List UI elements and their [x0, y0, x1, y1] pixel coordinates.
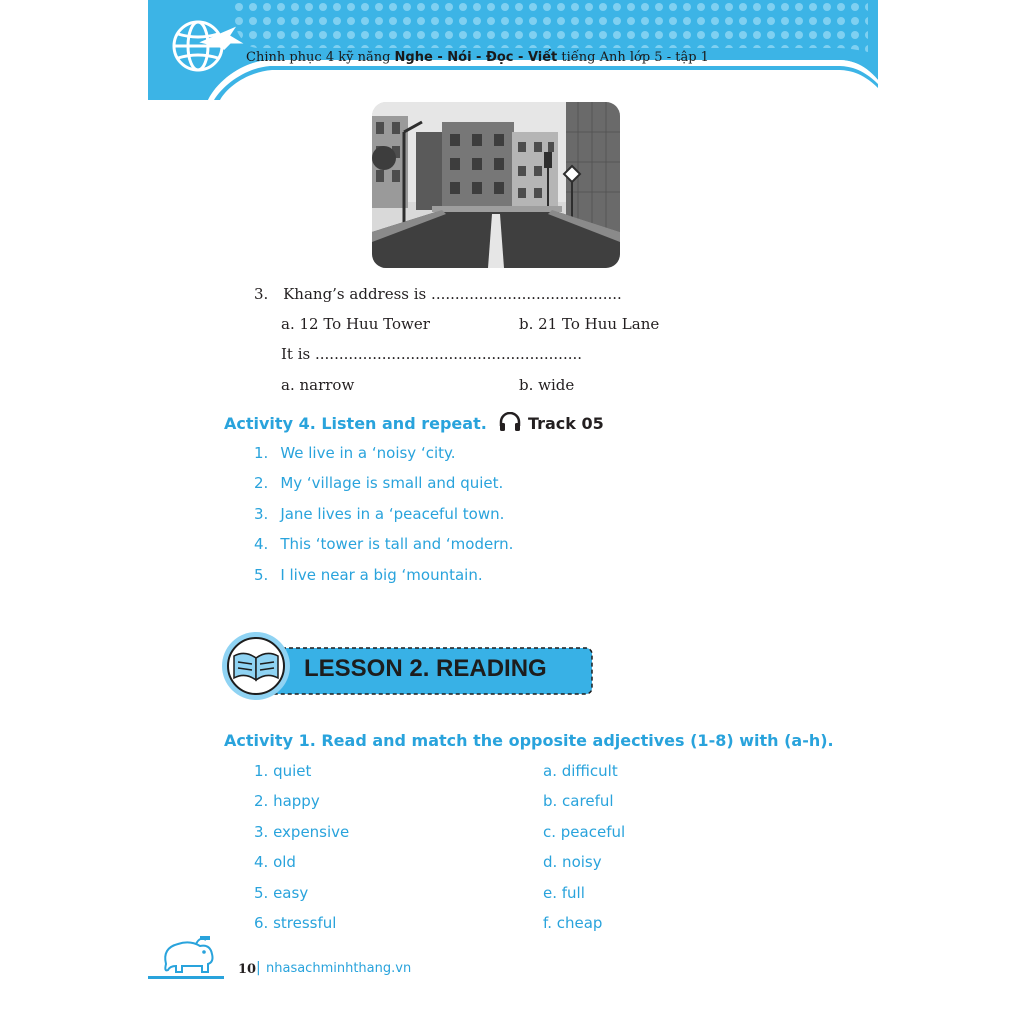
- item-text: We live in a ‘noisy ‘city.: [280, 444, 456, 462]
- match-right-item[interactable]: d. noisy: [543, 853, 602, 871]
- activity-4-title: Activity 4. Listen and repeat.: [224, 414, 487, 433]
- item-number: 2.: [254, 474, 269, 492]
- match-right-item[interactable]: c. peaceful: [543, 823, 626, 841]
- match-left-item[interactable]: 6. stressful: [254, 914, 337, 932]
- match-left-item[interactable]: 3. expensive: [254, 823, 350, 841]
- activity-1-heading: Activity 1. Read and match the opposite adjectives (1-8) with (a-h).: [224, 731, 834, 750]
- item-number: 3.: [254, 505, 269, 523]
- list-item: [254, 474, 503, 492]
- header-title-skills: Nghe - Nói - Đọc - Viết: [394, 50, 558, 65]
- footer-website[interactable]: nhasachminhthang.vn: [266, 961, 412, 976]
- match-right-item[interactable]: f. cheap: [543, 914, 603, 932]
- match-left-item[interactable]: 4. old: [254, 853, 296, 871]
- match-left-item[interactable]: 1. quiet: [254, 762, 312, 780]
- question-3b-option-a[interactable]: a. narrow: [281, 376, 355, 394]
- header-title-pre: Chinh phục 4 kỹ năng: [246, 50, 395, 65]
- question-3-line: [254, 285, 622, 303]
- header-title: [246, 50, 709, 65]
- match-right-item[interactable]: a. difficult: [543, 762, 618, 780]
- list-item: [254, 505, 504, 523]
- list-item: [254, 566, 483, 584]
- track-label[interactable]: Track 05: [527, 414, 604, 433]
- header-title-post: tiếng Anh lớp 5 - tập 1: [557, 50, 709, 65]
- elephant-mascot-icon: [156, 934, 220, 980]
- item-text: I live near a big ‘mountain.: [280, 566, 483, 584]
- list-item: [254, 535, 513, 553]
- question-3b-option-b[interactable]: b. wide: [519, 376, 575, 394]
- page-number: 10: [238, 962, 257, 977]
- footer-separator: |: [256, 960, 261, 976]
- item-number: 1.: [254, 444, 269, 462]
- answer-blank[interactable]: ........................................: [431, 285, 622, 303]
- question-prompt: Khang’s address is: [283, 285, 427, 303]
- item-number: 4.: [254, 535, 269, 553]
- item-number: 5.: [254, 566, 269, 584]
- open-book-icon: [234, 653, 278, 680]
- question-number: 3.: [254, 285, 269, 303]
- lesson-title: LESSON 2. READING: [304, 655, 547, 682]
- match-left-item[interactable]: 2. happy: [254, 792, 320, 810]
- question-3b-line: [281, 345, 582, 363]
- question-3-option-b[interactable]: b. 21 To Huu Lane: [519, 315, 660, 333]
- answer-blank-2[interactable]: ........................................................: [315, 345, 583, 363]
- activity-4-heading: [224, 412, 604, 433]
- match-right-item[interactable]: e. full: [543, 884, 585, 902]
- item-text: Jane lives in a ‘peaceful town.: [280, 505, 505, 523]
- list-item: [254, 444, 456, 462]
- item-text: My ‘village is small and quiet.: [280, 474, 504, 492]
- street-illustration: [372, 102, 620, 268]
- match-right-item[interactable]: b. careful: [543, 792, 614, 810]
- question-prompt-2: It is: [281, 345, 311, 363]
- question-3-option-a[interactable]: a. 12 To Huu Tower: [281, 315, 430, 333]
- headphones-icon: [498, 412, 522, 432]
- footer-rule: [148, 976, 224, 979]
- match-left-item[interactable]: 5. easy: [254, 884, 309, 902]
- item-text: This ‘tower is tall and ‘modern.: [280, 535, 514, 553]
